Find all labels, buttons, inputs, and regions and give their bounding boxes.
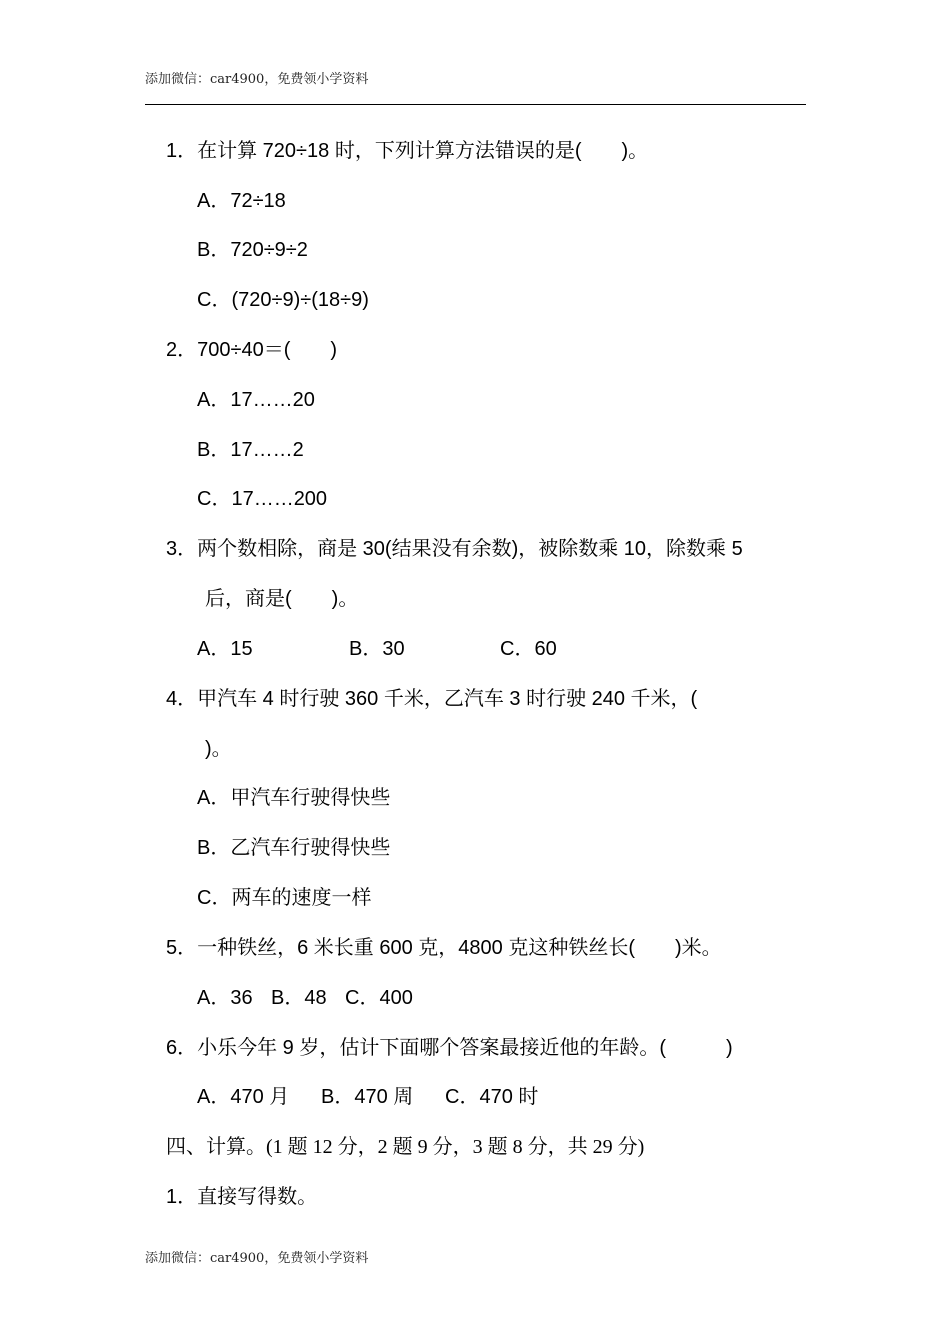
question-3-stem: 3．两个数相除，商是 30(结果没有余数)，被除数乘 10，除数乘 5 (166, 538, 743, 560)
question-6-option-b: B．470 周 (321, 1086, 414, 1108)
question-6-stem: 6．小乐今年 9 岁，估计下面哪个答案最接近他的年龄。( ) (166, 1037, 733, 1059)
question-4-option-a: A．甲汽车行驶得快些 (197, 787, 391, 809)
question-4-option-c: C．两车的速度一样 (197, 887, 372, 909)
question-4-option-b: B．乙汽车行驶得快些 (197, 837, 391, 859)
question-1-stem: 1．在计算 720÷18 时，下列计算方法错误的是( )。 (166, 140, 649, 162)
question-1-option-c: C．(720÷9)÷(18÷9) (197, 289, 369, 311)
header-watermark: 添加微信：car4900，免费领小学资料 (145, 72, 369, 87)
question-5-option-a: A．36 (197, 987, 253, 1009)
question-3-option-c: C．60 (500, 638, 557, 660)
question-5-option-c: C．400 (345, 987, 413, 1009)
question-3-option-a: A．15 (197, 638, 253, 660)
question-5-option-b: B．48 (271, 987, 327, 1009)
section-title: 四、计算。(1 题 12 分，2 题 9 分，3 题 8 分，共 29 分) (166, 1136, 645, 1158)
question-1-option-b: B．720÷9÷2 (197, 239, 308, 261)
question-2-option-c: C．17……200 (197, 488, 328, 510)
question-6-option-a: A．470 月 (197, 1086, 290, 1108)
question-3-option-b: B．30 (349, 638, 405, 660)
footer-watermark: 添加微信：car4900，免费领小学资料 (145, 1251, 369, 1266)
header-divider (145, 104, 806, 105)
question-4-stem: 4．甲汽车 4 时行驶 360 千米，乙汽车 3 时行驶 240 千米，( (166, 688, 698, 710)
question-2-stem: 2．700÷40＝( ) (166, 339, 338, 361)
question-1-option-a: A．72÷18 (197, 190, 286, 212)
section-item-1: 1．直接写得数。 (166, 1186, 318, 1208)
question-2-option-b: B．17……2 (197, 439, 304, 461)
question-3-options (197, 637, 557, 661)
question-3-stem-continued: 后，商是( )。 (205, 588, 359, 610)
question-6-option-c: C．470 时 (445, 1086, 539, 1108)
question-2-option-a: A．17……20 (197, 389, 315, 411)
question-5-stem: 5．一种铁丝，6 米长重 600 克，4800 克这种铁丝长( )米。 (166, 937, 722, 959)
question-4-stem-continued: )。 (205, 738, 232, 760)
question-5-options (197, 986, 413, 1010)
question-6-options (197, 1085, 538, 1109)
